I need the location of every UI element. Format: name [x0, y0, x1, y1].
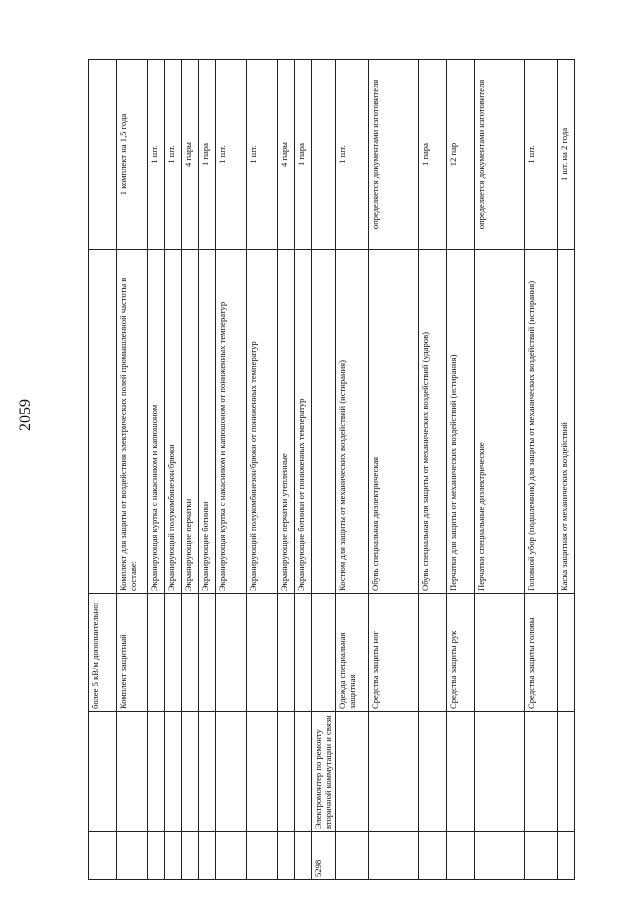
ppe-type-cell: [165, 594, 182, 712]
quantity-cell: 1 шт.: [525, 60, 558, 250]
quantity-cell: 1 комплект на 1,5 года: [117, 60, 148, 250]
ppe-type-cell: [475, 594, 525, 712]
code-cell: [165, 832, 182, 880]
ppe-type-cell: [247, 594, 278, 712]
ppe-item-cell: Экранирующие перчатки утепленные: [278, 250, 295, 594]
table-row: [369, 60, 419, 880]
profession-cell: [165, 712, 182, 832]
profession-cell: [336, 712, 369, 832]
ppe-type-cell: более 5 кВ/м дополнительно:: [89, 594, 117, 712]
profession-cell: Электромонтер по ремонту вторичной коммутации и связи: [312, 712, 336, 832]
ppe-item-cell: [312, 250, 336, 594]
profession-cell: [216, 712, 247, 832]
code-cell: 5298: [312, 832, 336, 880]
rotated-table-wrapper: [88, 60, 569, 880]
code-cell: [336, 832, 369, 880]
code-cell: [182, 832, 199, 880]
quantity-cell: 1 пара: [419, 60, 447, 250]
ppe-item-cell: Обувь специальная для защиты от механических воздействий (ударов): [419, 250, 447, 594]
code-cell: [199, 832, 216, 880]
ppe-type-cell: [419, 594, 447, 712]
table-body: [89, 60, 575, 880]
profession-cell: [89, 712, 117, 832]
ppe-type-cell: Одежда специальная защитная: [336, 594, 369, 712]
quantity-cell: 1 пара: [295, 60, 312, 250]
ppe-type-cell: Комплект защитный: [117, 594, 148, 712]
code-cell: [247, 832, 278, 880]
quantity-cell: 1 шт.: [165, 60, 182, 250]
table-row: [89, 60, 117, 880]
ppe-type-cell: [558, 594, 575, 712]
quantity-cell: [89, 60, 117, 250]
ppe-item-cell: Головной убор (подшлемник) для защиты от механических воздействий (истирания): [525, 250, 558, 594]
ppe-item-cell: [89, 250, 117, 594]
quantity-cell: 1 шт.: [148, 60, 165, 250]
profession-cell: [247, 712, 278, 832]
table-row: [447, 60, 475, 880]
quantity-cell: 1 шт.: [247, 60, 278, 250]
table-row: [336, 60, 369, 880]
table-row: [148, 60, 165, 880]
table-row: [558, 60, 575, 880]
ppe-norms-table: [88, 59, 575, 880]
ppe-type-cell: [278, 594, 295, 712]
code-cell: [447, 832, 475, 880]
profession-cell: [475, 712, 525, 832]
profession-cell: [148, 712, 165, 832]
ppe-item-cell: Экранирующий полукомбинезон/брюки: [165, 250, 182, 594]
code-cell: [117, 832, 148, 880]
table-row: [165, 60, 182, 880]
profession-cell: [447, 712, 475, 832]
ppe-type-cell: [148, 594, 165, 712]
ppe-item-cell: Обувь специальная диэлектрическая: [369, 250, 419, 594]
quantity-cell: [312, 60, 336, 250]
profession-cell: [558, 712, 575, 832]
code-cell: [89, 832, 117, 880]
ppe-type-cell: [199, 594, 216, 712]
ppe-type-cell: [295, 594, 312, 712]
quantity-cell: 1 пара: [199, 60, 216, 250]
quantity-cell: 12 пар: [447, 60, 475, 250]
ppe-item-cell: Экранирующая куртка с накасником и капюшоном: [148, 250, 165, 594]
quantity-cell: определяется документами изготовителя: [475, 60, 525, 250]
quantity-cell: определяется документами изготовителя: [369, 60, 419, 250]
ppe-type-cell: [312, 594, 336, 712]
ppe-type-cell: Средства защиты ног: [369, 594, 419, 712]
quantity-cell: 1 шт. на 2 года: [558, 60, 575, 250]
ppe-item-cell: Перчатки специальные диэлектрические: [475, 250, 525, 594]
code-cell: [216, 832, 247, 880]
ppe-item-cell: Экранирующая куртка с накасником и капюшоном от пониженных температур: [216, 250, 247, 594]
ppe-item-cell: Экранирующие перчатки: [182, 250, 199, 594]
profession-cell: [117, 712, 148, 832]
ppe-item-cell: Экранирующий полукомбинезон/брюки от пониженных температур: [247, 250, 278, 594]
code-cell: [278, 832, 295, 880]
ppe-type-cell: Средства защиты рук: [447, 594, 475, 712]
table-row: [475, 60, 525, 880]
ppe-type-cell: [216, 594, 247, 712]
table-row: [216, 60, 247, 880]
code-cell: [419, 832, 447, 880]
table-row: [295, 60, 312, 880]
profession-cell: [295, 712, 312, 832]
code-cell: [558, 832, 575, 880]
table-row: [312, 60, 336, 880]
ppe-item-cell: Экранирующие ботинки: [199, 250, 216, 594]
table-row: [278, 60, 295, 880]
code-cell: [369, 832, 419, 880]
quantity-cell: 1 шт.: [216, 60, 247, 250]
profession-cell: [199, 712, 216, 832]
profession-cell: [525, 712, 558, 832]
table-row: [419, 60, 447, 880]
profession-cell: [369, 712, 419, 832]
quantity-cell: 4 пары: [278, 60, 295, 250]
table-row: [182, 60, 199, 880]
table-row: [247, 60, 278, 880]
ppe-item-cell: Перчатки для защиты от механических воздействий (истирания): [447, 250, 475, 594]
quantity-cell: 4 пары: [182, 60, 199, 250]
ppe-item-cell: Костюм для защиты от механических воздействий (истирания): [336, 250, 369, 594]
table-row: [117, 60, 148, 880]
page-number: 2059: [17, 399, 34, 431]
ppe-item-cell: Комплект для защиты от воздействия электрических полей промышленной частоты в составе:: [117, 250, 148, 594]
table-row: [525, 60, 558, 880]
code-cell: [295, 832, 312, 880]
table-row: [199, 60, 216, 880]
ppe-type-cell: [182, 594, 199, 712]
code-cell: [475, 832, 525, 880]
code-cell: [148, 832, 165, 880]
code-cell: [525, 832, 558, 880]
ppe-type-cell: Средства защиты головы: [525, 594, 558, 712]
ppe-item-cell: Каска защитная от механических воздействий: [558, 250, 575, 594]
profession-cell: [419, 712, 447, 832]
profession-cell: [278, 712, 295, 832]
ppe-item-cell: Экранирующие ботинки от пониженных температур: [295, 250, 312, 594]
quantity-cell: 1 шт.: [336, 60, 369, 250]
profession-cell: [182, 712, 199, 832]
